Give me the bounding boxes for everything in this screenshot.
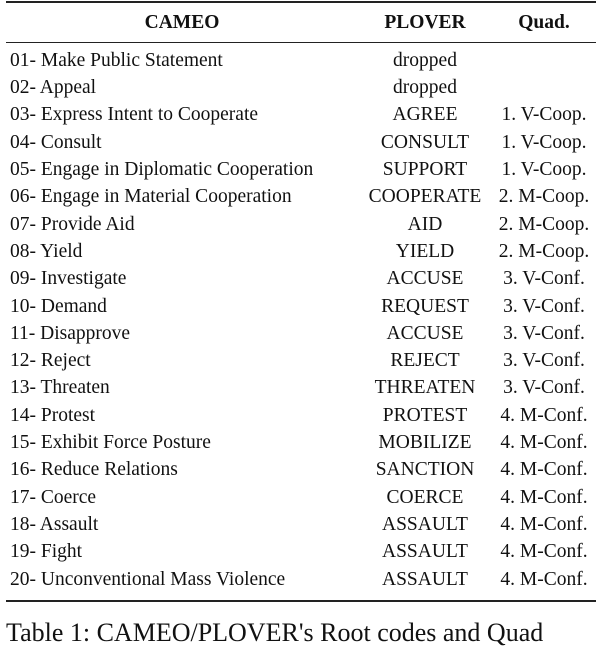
cell-plover: SANCTION [375,459,475,481]
table-row [6,320,596,347]
cell-quad: 2. M-Coop. [498,213,590,235]
cell-cameo: 04- Consult [10,131,102,153]
cell-cameo: 09- Investigate [10,268,127,290]
header-cameo: CAMEO [144,11,220,33]
cell-cameo: 01- Make Public Statement [10,49,223,71]
cell-cameo: 15- Exhibit Force Posture [10,432,211,454]
cell-cameo: 05- Engage in Diplomatic Cooperation [10,159,314,181]
cell-cameo: 08- Yield [10,240,83,262]
table-row [6,429,596,456]
cell-cameo: 13- Threaten [10,377,110,399]
table-row [6,74,596,101]
table-row [6,375,596,402]
table-row [6,238,596,265]
cell-plover: REQUEST [381,295,469,317]
cell-plover: AID [407,213,443,235]
cell-cameo: 11- Disapprove [10,322,131,344]
cell-plover: COERCE [386,486,464,508]
cell-plover: ASSAULT [382,568,468,590]
table-row [6,347,596,374]
cell-plover: REJECT [390,350,460,372]
header-plover: PLOVER [384,11,466,33]
cell-cameo: 19- Fight [10,541,83,563]
cell-cameo: 03- Express Intent to Cooperate [10,104,259,126]
cell-quad: 1. V-Coop. [501,104,587,126]
table-row [6,484,596,511]
cell-plover: THREATEN [374,377,476,399]
cell-cameo: 10- Demand [10,295,107,317]
cell-cameo: 14- Protest [10,404,96,426]
table-caption: Table 1: CAMEO/PLOVER's Root codes and Quad [6,618,544,647]
cell-quad: 4. M-Conf. [500,459,588,481]
table-row [6,265,596,292]
cell-cameo: 17- Coerce [10,486,97,508]
table-body [6,42,596,593]
cell-quad: 4. M-Conf. [500,513,588,535]
cell-plover: SUPPORT [382,159,468,181]
cell-cameo: 07- Provide Aid [10,213,135,235]
table-row [6,211,596,238]
table-row [6,156,596,183]
cell-quad: 1. V-Coop. [501,131,587,153]
cell-plover: dropped [393,77,457,99]
cell-plover: PROTEST [382,404,468,426]
cell-quad: 1. V-Coop. [501,159,587,181]
table-bottom-rule [6,600,596,602]
table-row [6,402,596,429]
table-row [6,42,596,74]
table-row [6,102,596,129]
cell-cameo: 06- Engage in Material Cooperation [10,186,292,208]
cell-cameo: 20- Unconventional Mass Violence [10,568,286,590]
table-row [6,293,596,320]
table-row [6,511,596,538]
cell-plover: AGREE [392,104,458,126]
cell-quad: 4. M-Conf. [500,404,588,426]
cell-quad: 2. M-Coop. [498,186,590,208]
cell-quad: 4. M-Conf. [500,541,588,563]
cell-plover: ASSAULT [382,513,468,535]
cell-quad: 3. V-Conf. [503,377,585,399]
cell-plover: YIELD [395,240,455,262]
cell-quad: 4. M-Conf. [500,568,588,590]
cell-plover: COOPERATE [368,186,482,208]
cell-quad: 3. V-Conf. [503,350,585,372]
table-row [6,129,596,156]
cell-quad [492,42,596,74]
table-header-row [6,3,596,42]
table-row [6,456,596,483]
cell-cameo: 12- Reject [10,350,91,372]
cell-plover: MOBILIZE [378,432,472,454]
cameo-plover-table [6,3,596,593]
cell-quad: 3. V-Conf. [503,295,585,317]
cell-plover: dropped [393,49,457,71]
cell-plover: CONSULT [380,131,470,153]
cell-cameo: 16- Reduce Relations [10,459,178,481]
table-row [6,183,596,210]
cell-quad [492,74,596,101]
cell-plover: ASSAULT [382,541,468,563]
header-quad: Quad. [518,11,570,33]
cell-quad: 3. V-Conf. [503,268,585,290]
cell-cameo: 18- Assault [10,513,99,535]
cell-quad: 4. M-Conf. [500,486,588,508]
table-row [6,566,596,593]
table-row [6,538,596,565]
cell-plover: ACCUSE [386,268,464,290]
cell-quad: 2. M-Coop. [498,240,590,262]
cell-quad: 3. V-Conf. [503,322,585,344]
cell-cameo: 02- Appeal [10,77,97,99]
cell-plover: ACCUSE [386,322,464,344]
cell-quad: 4. M-Conf. [500,432,588,454]
